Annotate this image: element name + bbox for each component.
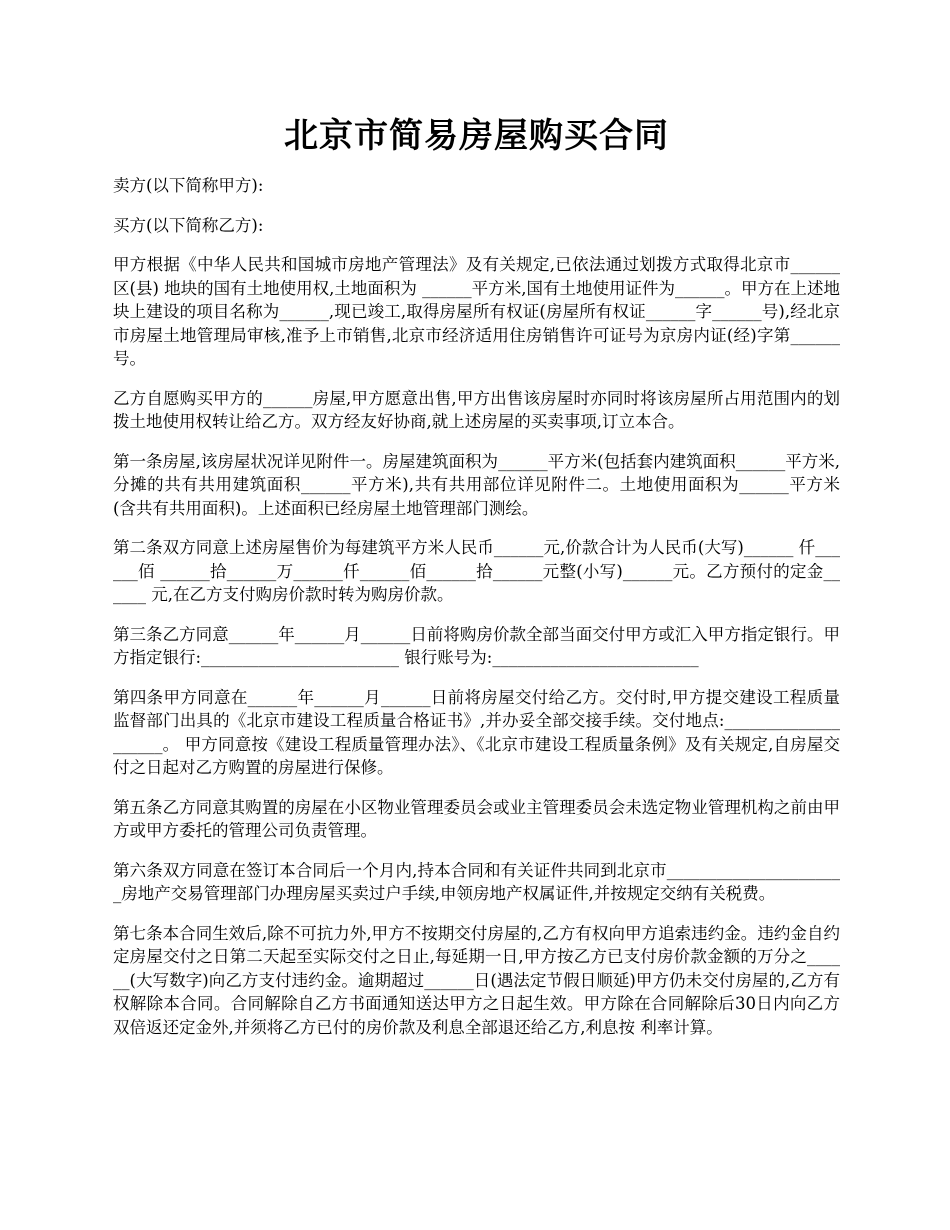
article-7: 第七条本合同生效后,除不可抗力外,甲方不按期交付房屋的,乙方有权向甲方追索违约金。违约金自约定房屋交付之日第二天起至实际交付之日止,每延期一日,甲方按乙方已支付房价款金额的万分之______(大写数字)向乙方支付违约金。逾期超过______日(遇法定节假日顺延)甲方仍未交付房屋的,乙方有权解除本合同。合同解除自乙方书面通知送达甲方之日起生效。甲方除在合同解除后30日内向乙方双倍返还定金外,并须将乙方已付的房价款及利息全部退还给乙方,利息按 利率计算。 — [113, 923, 840, 1037]
seller-line: 卖方(以下简称甲方): — [113, 176, 264, 195]
intent-paragraph: 乙方自愿购买甲方的______房屋,甲方愿意出售,甲方出售该房屋时亦同时将该房屋所占用范围内的划拨土地使用权转让给乙方。双方经友好协商,就上述房屋的买卖事项,订立本合。 — [113, 388, 840, 431]
article-4: 第四条甲方同意在______年______月______日前将房屋交付给乙方。交付时,甲方提交建设工程质量监督部门出具的《北京市建设工程质量合格证书》,并办妥全部交接手续。交付地点:____________________。 甲方同意按《建设工程质量管理办法》、《北京市建设工程质量条例》及有关规定,自房屋交付之日起对乙方购置的房屋进行保修。 — [113, 687, 840, 777]
article-3: 第三条乙方同意______年______月______日前将购房价款全部当面交付甲方或汇入甲方指定银行。甲方指定银行:________________________ 银行账号为:_________________________ — [113, 624, 840, 667]
article-6: 第六条双方同意在签订本合同后一个月内,持本合同和有关证件共同到北京市______________________房地产交易管理部门办理房屋买卖过户手续,申领房地产权属证件,并按规定交纳有关税费。 — [113, 860, 840, 903]
buyer-line: 买方(以下简称乙方): — [113, 215, 264, 235]
preamble-paragraph: 甲方根据《中华人民共和国城市房地产管理法》及有关规定,已依法通过划拨方式取得北京市______ 区(县) 地块的国有土地使用权,土地面积为 ______平方米,国有土地使用证件为______。甲方在上述地块上建设的项目名称为______,现已竣工,取得房屋所有权证(房屋所有权证______字______号),经北京市房屋土地管理局审核,准予上市销售,北京市经济适用住房销售许可证号为京房内证(经)字第______号。 — [113, 255, 840, 368]
article-1: 第一条房屋,该房屋状况详见附件一。房屋建筑面积为______平方米(包括套内建筑面积______平方米,分摊的共有共用建筑面积______平方米),共有共用部位详见附件二。土地使用面积为______平方米(含共有共用面积)。上述面积已经房屋土地管理部门测绘。 — [113, 451, 840, 518]
article-5: 第五条乙方同意其购置的房屋在小区物业管理委员会或业主管理委员会未选定物业管理机构之前由甲方或甲方委托的管理公司负责管理。 — [113, 797, 840, 840]
document-page — [113, 112, 840, 1055]
document-title: 北京市简易房屋购买合同 — [284, 116, 669, 156]
article-2: 第二条双方同意上述房屋售价为每建筑平方米人民币______元,价款合计为人民币(大写)______ 仟______佰 ______拾______万______仟______佰______拾______元整(小写)______元。乙方预付的定金______ 元,在乙方支付购房价款时转为购房价款。 — [113, 538, 840, 604]
